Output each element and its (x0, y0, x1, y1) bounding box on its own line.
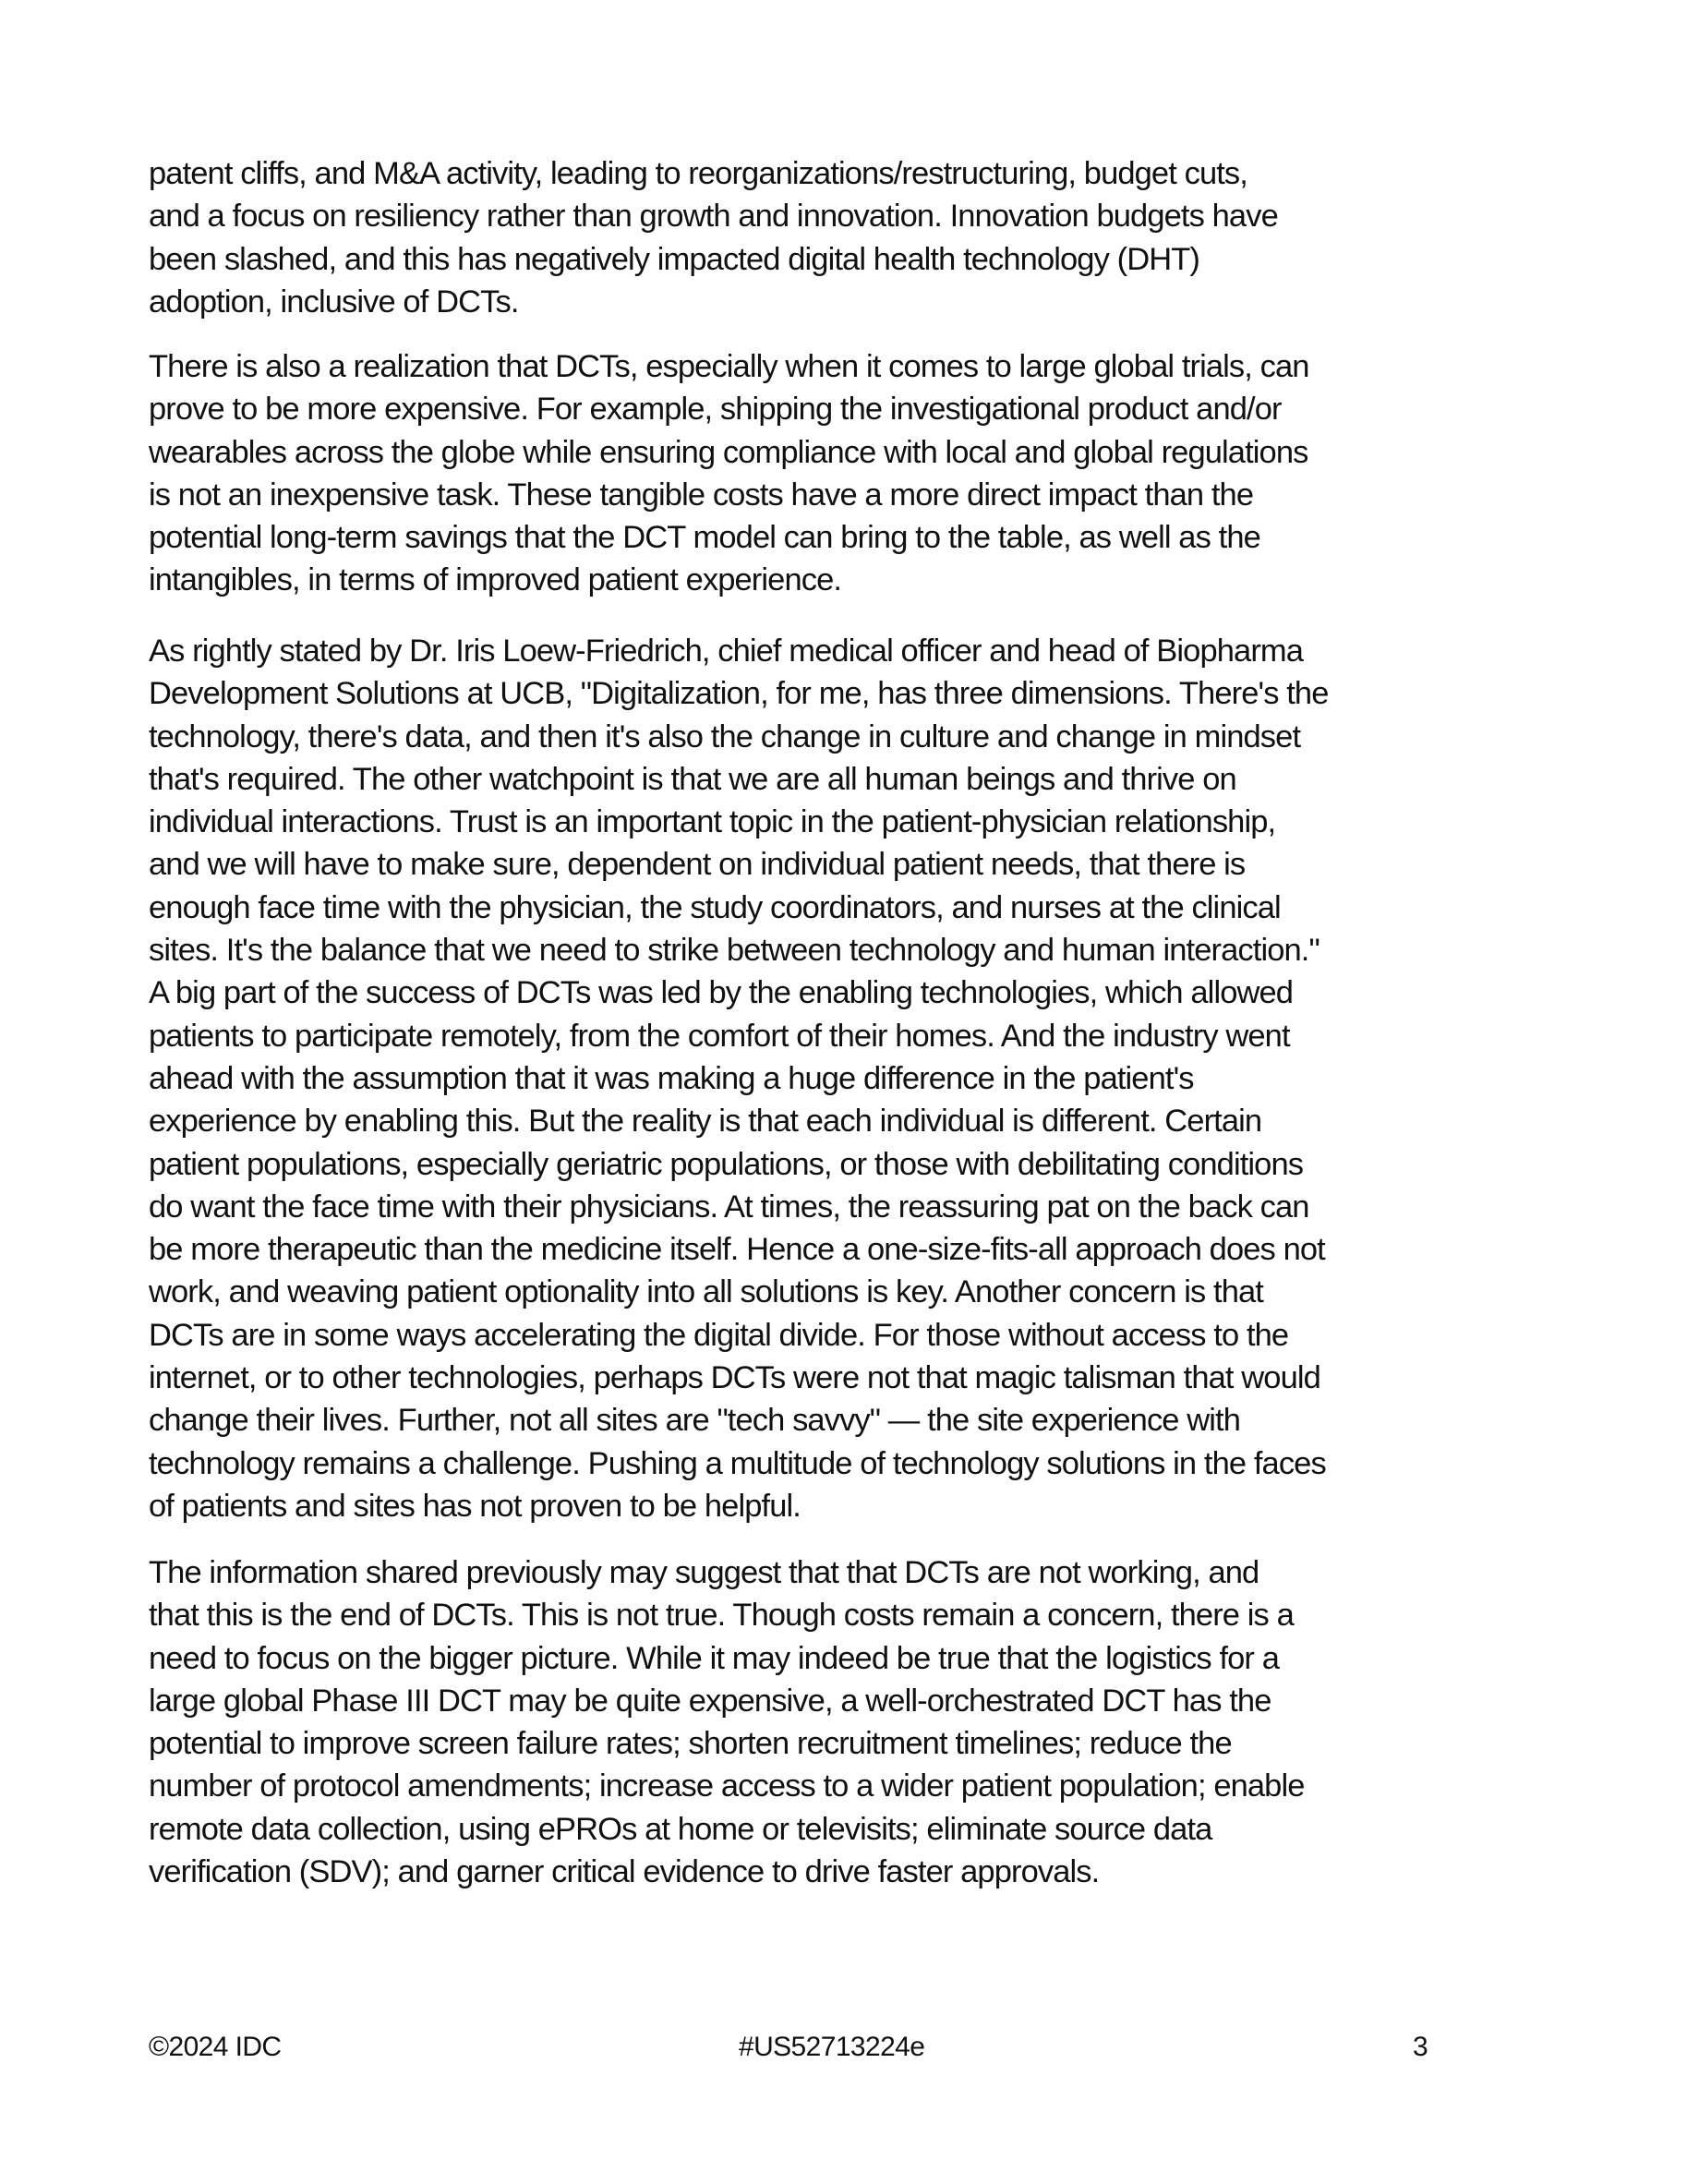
text-line: experience by enabling this. But the reality is that each individual is different. Certain (149, 1104, 1262, 1140)
text-line: internet, or to other technologies, perhaps DCTs were not that magic talisman that would (149, 1360, 1320, 1396)
text-line: been slashed, and this has negatively impacted digital health technology (DHT) (149, 241, 1200, 277)
footer-document-id: #US52713224e (739, 2032, 925, 2062)
text-line: and we will have to make sure, dependent on individual patient needs, that there is (149, 847, 1246, 883)
text-line: ahead with the assumption that it was making a huge difference in the patient's (149, 1060, 1194, 1096)
text-line: As rightly stated by Dr. Iris Loew-Friedrich, chief medical officer and head of Biopharma (149, 633, 1304, 669)
paragraph-bigger-picture (149, 1551, 1515, 1893)
text-line: enough face time with the physician, the study coordinators, and nurses at the clinical (149, 889, 1281, 925)
paragraph-budget-cuts (149, 152, 1515, 323)
text-line: A big part of the success of DCTs was led by the enabling technologies, which allowed (149, 975, 1294, 1011)
text-line: There is also a realization that DCTs, especially when it comes to large global trials, can (149, 349, 1309, 384)
text-line: patient populations, especially geriatric populations, or those with debilitating conditions (149, 1146, 1304, 1182)
footer-page-number: 3 (1413, 2032, 1428, 2062)
paragraph-quote-digitalization (149, 630, 1515, 1527)
text-line: potential to improve screen failure rates; shorten recruitment timelines; reduce the (149, 1726, 1232, 1762)
text-line: work, and weaving patient optionality into all solutions is key. Another concern is that (149, 1274, 1263, 1310)
footer-copyright: ©2024 IDC (149, 2032, 282, 2062)
text-line: large global Phase III DCT may be quite expensive, a well-orchestrated DCT has the (149, 1683, 1271, 1719)
text-line: patent cliffs, and M&A activity, leading to reorganizations/restructuring, budget cuts, (149, 156, 1247, 191)
text-line: of patients and sites has not proven to be helpful. (149, 1488, 801, 1524)
text-line: verification (SDV); and garner critical evidence to drive faster approvals. (149, 1854, 1100, 1890)
text-line: adoption, inclusive of DCTs. (149, 284, 519, 320)
text-line: remote data collection, using ePROs at home or televisits; eliminate source data (149, 1811, 1212, 1847)
text-line: that this is the end of DCTs. This is not true. Though costs remain a concern, there is a (149, 1598, 1294, 1634)
text-line: that's required. The other watchpoint is that we are all human beings and thrive on (149, 761, 1236, 797)
text-line: technology, there's data, and then it's also the change in culture and change in mindset (149, 718, 1301, 754)
text-line: potential long-term savings that the DCT model can bring to the table, as well as the (149, 520, 1260, 556)
text-line: Development Solutions at UCB, "Digitalization, for me, has three dimensions. There's the (149, 676, 1329, 712)
text-line: patients to participate remotely, from the comfort of their homes. And the industry went (149, 1018, 1290, 1054)
text-line: individual interactions. Trust is an important topic in the patient-physician relationship, (149, 804, 1276, 840)
text-line: number of protocol amendments; increase access to a wider patient population; enable (149, 1768, 1305, 1804)
text-line: do want the face time with their physicians. At times, the reassuring pat on the back can (149, 1189, 1309, 1225)
text-line: sites. It's the balance that we need to strike between technology and human interaction." (149, 933, 1319, 969)
text-line: intangibles, in terms of improved patient experience. (149, 562, 842, 598)
text-line: is not an inexpensive task. These tangible costs have a more direct impact than the (149, 477, 1254, 513)
text-line: wearables across the globe while ensuring compliance with local and global regulations (149, 434, 1308, 470)
text-line: DCTs are in some ways accelerating the digital divide. For those without access to the (149, 1317, 1289, 1353)
text-line: need to focus on the bigger picture. While it may indeed be true that the logistics for a (149, 1640, 1279, 1676)
text-line: change their lives. Further, not all sites are "tech savvy" — the site experience with (149, 1403, 1241, 1439)
text-line: technology remains a challenge. Pushing a multitude of technology solutions in the faces (149, 1445, 1326, 1481)
text-line: and a focus on resiliency rather than growth and innovation. Innovation budgets have (149, 199, 1278, 235)
text-line: The information shared previously may suggest that that DCTs are not working, and (149, 1555, 1259, 1590)
text-line: be more therapeutic than the medicine itself. Hence a one-size-fits-all approach does not (149, 1232, 1325, 1268)
text-line: prove to be more expensive. For example, shipping the investigational product and/or (149, 392, 1282, 428)
paragraph-dct-costs (149, 345, 1515, 602)
